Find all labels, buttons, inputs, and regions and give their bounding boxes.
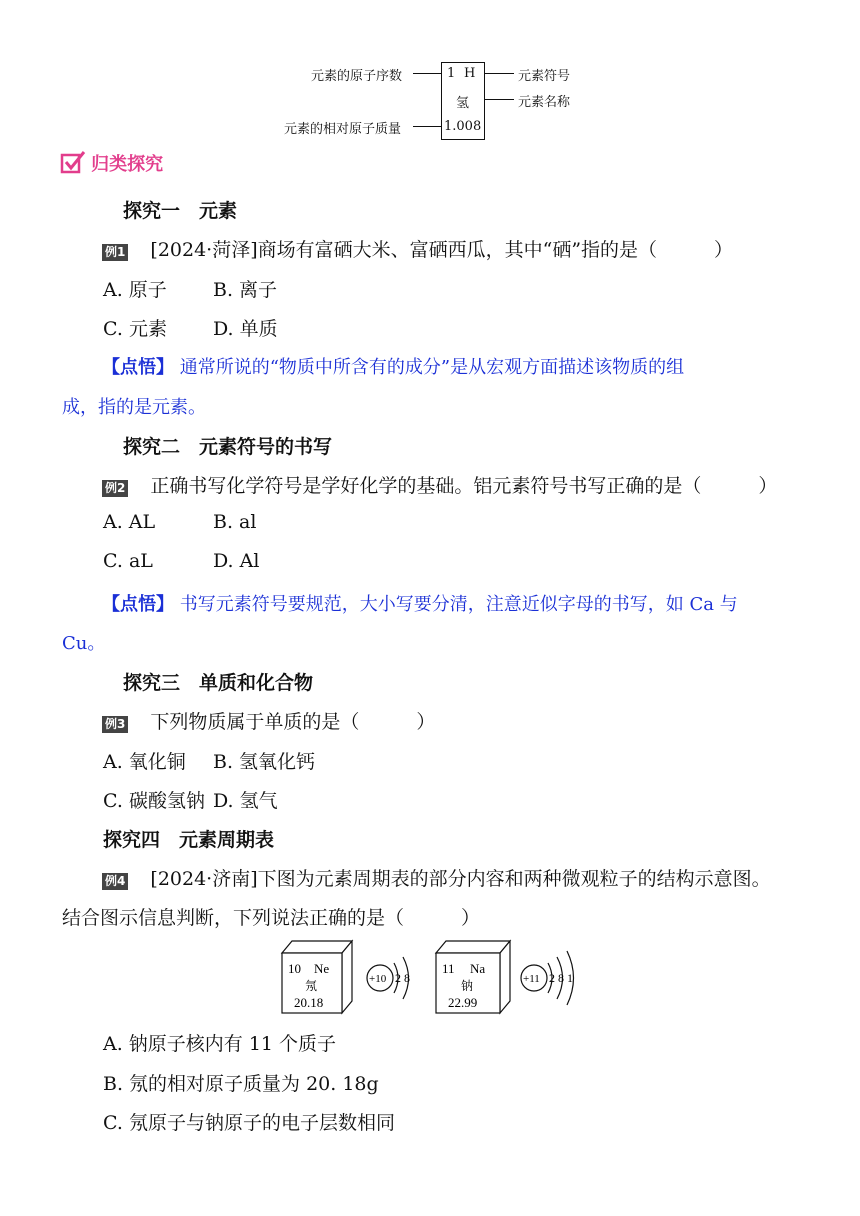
category-header — [60, 150, 163, 176]
na-nucleus: +11 — [523, 973, 540, 985]
section-heading: 探究二 元素符号的书写 — [123, 436, 333, 458]
question-text: [2024·菏泽]商场有富硒大米、富硒西瓜，其中“硒”指的是（ ） — [150, 239, 734, 261]
ne-shells: 2 8 — [395, 971, 410, 985]
na-name: 钠 — [461, 979, 474, 993]
question-3 — [102, 707, 435, 734]
na-symbol: Na — [470, 961, 486, 976]
option: C. aL — [103, 550, 153, 572]
neon-cell — [282, 941, 352, 1013]
tip-text: 书写元素符号要规范，大小写要分清，注意近似字母的书写，如 Ca 与 — [179, 594, 738, 615]
question-text: 正确书写化学符号是学好化学的基础。铝元素符号书写正确的是（ ） — [150, 475, 778, 497]
ne-symbol: Ne — [314, 961, 330, 976]
tip-text-cont: Cu。 — [62, 633, 106, 654]
tip-label: 【点悟】 — [102, 594, 174, 615]
option: C. 氖原子与钠原子的电子层数相同 — [103, 1112, 395, 1134]
example-badge: 例3 — [102, 716, 128, 733]
ne-nucleus: +10 — [369, 973, 387, 985]
pointer-line — [413, 126, 441, 127]
checkbox-icon — [60, 150, 86, 176]
ne-number: 10 — [288, 961, 301, 976]
question-text-cont: 结合图示信息判断，下列说法正确的是（ ） — [62, 907, 481, 929]
sodium-atom-diagram — [521, 951, 574, 1005]
option: C. 元素 — [103, 318, 167, 340]
sodium-cell — [436, 941, 510, 1013]
option: A. 钠原子核内有 11 个质子 — [103, 1033, 337, 1055]
example-badge: 例2 — [102, 480, 128, 497]
option: A. AL — [103, 511, 156, 533]
label-atomic-mass: 元素的相对原子质量 — [284, 122, 402, 137]
element-structure-figure — [278, 935, 588, 1020]
category-title: 归类探究 — [91, 154, 164, 175]
box-name: 氢 — [456, 96, 470, 111]
section-heading: 探究三 单质和化合物 — [123, 672, 314, 694]
example-badge: 例4 — [102, 873, 128, 890]
question-text: [2024·济南]下图为元素周期表的部分内容和两种微观粒子的结构示意图。 — [150, 868, 771, 890]
pointer-line — [484, 73, 514, 74]
option: D. 氢气 — [213, 790, 278, 812]
neon-atom-diagram — [367, 957, 410, 999]
tip-2 — [102, 590, 738, 616]
label-atomic-number: 元素的原子序数 — [311, 69, 403, 84]
question-2 — [102, 471, 777, 498]
ne-name: 氖 — [305, 979, 318, 993]
option: A. 氧化铜 — [103, 751, 186, 773]
option: D. Al — [213, 550, 260, 572]
label-element-name: 元素名称 — [518, 95, 571, 110]
na-shells: 2 8 1 — [549, 971, 573, 985]
box-number: 1 — [447, 66, 456, 81]
question-text: 下列物质属于单质的是（ ） — [150, 711, 436, 733]
na-mass: 22.99 — [448, 995, 478, 1010]
tip-1 — [102, 353, 684, 379]
option: B. 氢氧化钙 — [213, 751, 316, 773]
pointer-line — [413, 73, 441, 74]
option: A. 原子 — [103, 279, 167, 301]
box-mass: 1.008 — [444, 119, 482, 134]
question-4 — [102, 864, 771, 891]
ne-mass: 20.18 — [294, 995, 324, 1010]
section-heading: 探究一 元素 — [123, 200, 238, 222]
na-number: 11 — [442, 961, 455, 976]
box-symbol: H — [464, 66, 476, 81]
option: B. 离子 — [213, 279, 278, 301]
pointer-line — [484, 99, 514, 100]
option: C. 碳酸氢钠 — [103, 790, 205, 812]
option: D. 单质 — [213, 318, 278, 340]
question-1 — [102, 235, 733, 262]
option: B. al — [213, 511, 257, 533]
tip-text-cont: 成，指的是元素。 — [62, 397, 206, 418]
tip-text: 通常所说的“物质中所含有的成分”是从宏观方面描述该物质的组 — [179, 357, 685, 378]
label-element-symbol: 元素符号 — [518, 69, 571, 84]
section-heading: 探究四 元素周期表 — [103, 829, 275, 851]
tip-label: 【点悟】 — [102, 357, 174, 378]
example-badge: 例1 — [102, 244, 128, 261]
option: B. 氖的相对原子质量为 20. 18g — [103, 1073, 379, 1095]
